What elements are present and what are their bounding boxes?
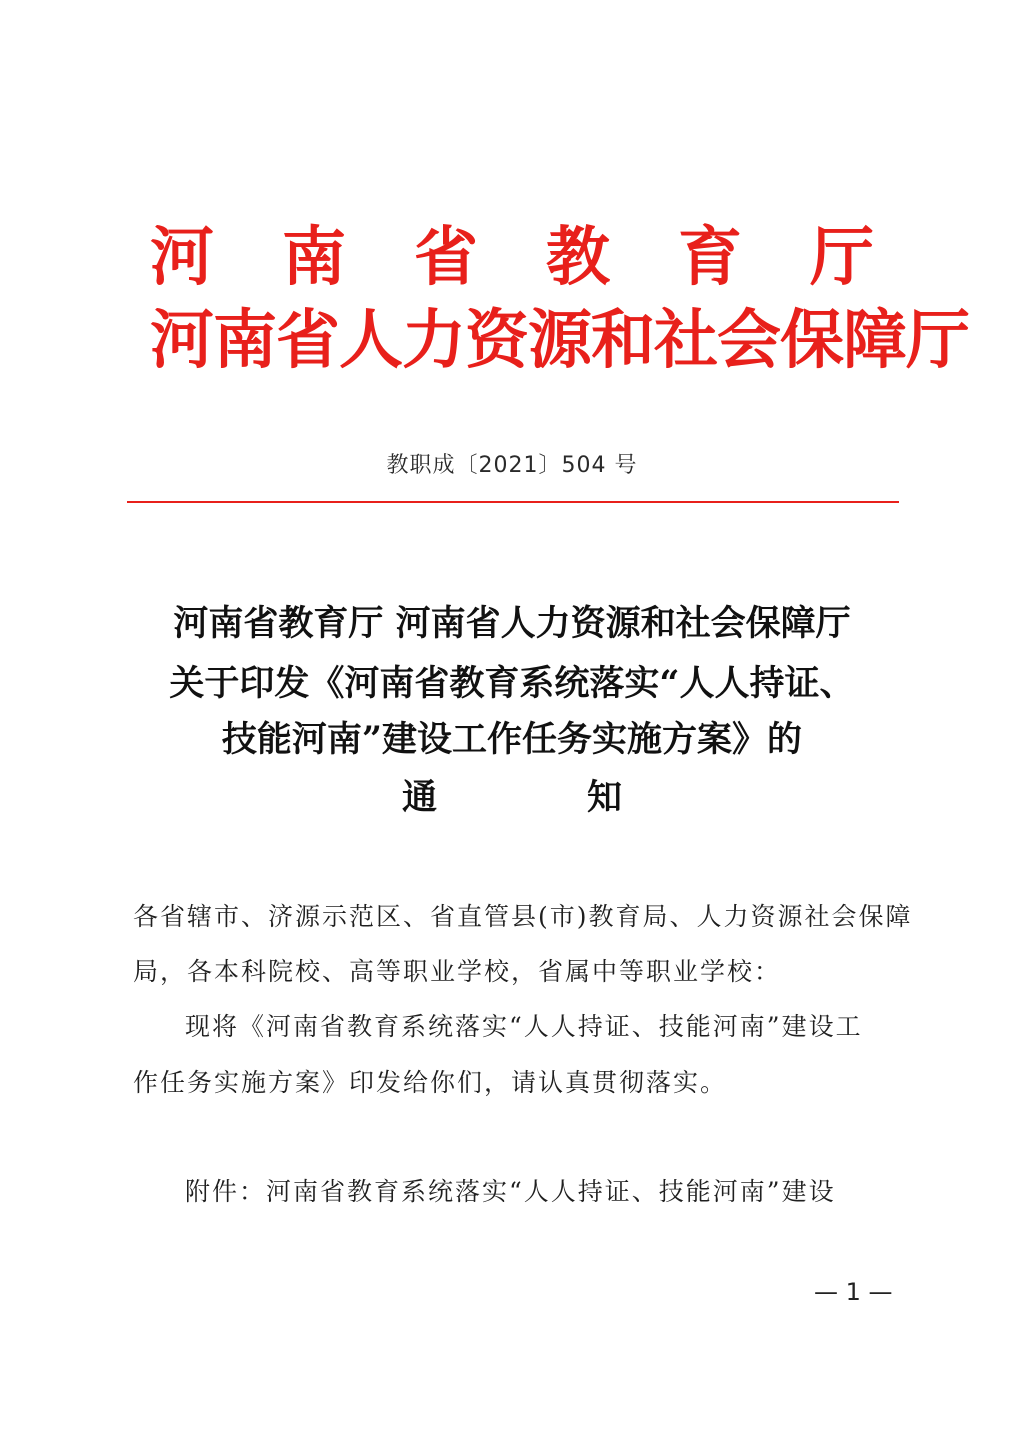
red-divider-line <box>127 501 899 503</box>
issuer-char: 厅 <box>810 220 874 295</box>
recipients-line-1: 各省辖市、济源示范区、省直管县(市)教育局、人力资源社会保障 <box>133 902 913 931</box>
issuer-char: 河 <box>150 220 214 295</box>
issuer-char: 省 <box>414 220 478 295</box>
document-number: 教职成〔2021〕504 号 <box>386 453 638 478</box>
recipients-line-2: 局，各本科院校、高等职业学校，省属中等职业学校： <box>133 957 782 986</box>
title-char: 通 <box>401 777 437 818</box>
page-number: — 1 — <box>814 1278 893 1306</box>
issuer-char: 育 <box>678 220 742 295</box>
issuer-char: 教 <box>546 220 610 295</box>
issuer-name-education-dept <box>150 222 874 294</box>
document-title-line-4 <box>0 770 1024 826</box>
document-title-line-3: 技能河南”建设工作任务实施方案》的 <box>221 719 803 760</box>
document-title-line-1: 河南省教育厅 河南省人力资源和社会保障厅 <box>173 603 851 644</box>
issuer-name-hrss-dept: 河南省人力资源和社会保障厅 <box>150 303 969 378</box>
document-title-line-2: 关于印发《河南省教育系统落实“人人持证、 <box>169 663 855 704</box>
body-paragraph-line-2: 作任务实施方案》印发给你们，请认真贯彻落实。 <box>133 1068 728 1097</box>
title-char: 知 <box>587 777 623 818</box>
issuer-char: 南 <box>282 220 346 295</box>
attachment-line: 附件：河南省教育系统落实“人人持证、技能河南”建设 <box>185 1177 836 1206</box>
body-paragraph-line-1: 现将《河南省教育系统落实“人人持证、技能河南”建设工 <box>185 1012 863 1041</box>
